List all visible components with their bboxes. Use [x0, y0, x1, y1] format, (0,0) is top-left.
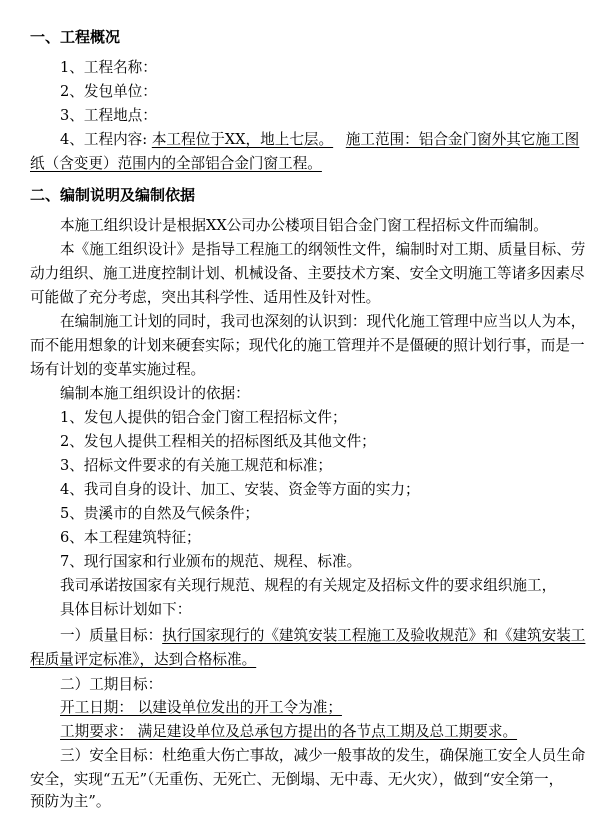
- project-content-label: 4、工程内容:: [60, 131, 148, 148]
- quality-target-label: 一）质量目标：: [60, 627, 163, 644]
- basis-list-item: 1、发包人提供的铝合金门窗工程招标文件；: [60, 409, 347, 426]
- safety-target-line2: 安全，实现“五无”（无重伤、无死亡、无倒塌、无中毒、无火灾），做到“安全第一，: [30, 771, 564, 788]
- paragraph-guide-line3: 可能做了充分考虑，突出其科学性、适用性及针对性。: [30, 289, 381, 306]
- safety-target-line1: 三）安全目标：杜绝重大伤亡事故，减少一般事故的发生，确保施工安全人员生命: [60, 747, 586, 764]
- start-date-line: [60, 697, 610, 719]
- paragraph-guide-line2: 动力组织、施工进度控制计划、机械设备、主要技术方案、安全文明施工等诸多因素尽: [30, 265, 585, 282]
- paragraph-management-line2: 而不能用想象的计划来硬套实际；现代化的施工管理并不是僵硬的照计划行事，而是一: [30, 337, 585, 354]
- commitment-line1: 我司承诺按国家有关现行规范、规程的有关规定及招标文件的要求组织施工，: [60, 577, 557, 594]
- basis-list-item: 4、我司自身的设计、加工、安装、资金等方面的实力；: [60, 481, 420, 498]
- quality-target-line2: [30, 649, 610, 671]
- section-heading-overview: 一、工程概况: [30, 28, 121, 46]
- basis-list-item: 6、本工程建筑特征；: [60, 529, 201, 546]
- construction-scope-text-2: 纸（含变更）范围内的全部铝合金门窗工程。: [30, 155, 322, 172]
- project-name-item: 1、工程名称：: [60, 59, 157, 76]
- safety-target-line3: 预防为主”。: [30, 793, 111, 810]
- contractor-item: 2、发包单位：: [60, 83, 157, 100]
- project-content-text: 本工程位于XX，地上七层。: [151, 131, 334, 148]
- quality-target-line1: [60, 625, 610, 647]
- construction-scope-text: 施工范围：铝合金门窗外其它施工图: [345, 131, 580, 148]
- basis-list-item: 2、发包人提供工程相关的招标图纸及其他文件；: [60, 433, 376, 450]
- quality-target-text-2: 程质量评定标准》，达到合格标准。: [30, 651, 257, 668]
- schedule-target-title: 二）工期目标：: [60, 676, 163, 693]
- paragraph-management-line1: 在编制施工计划的同时，我司也深刻的认识到：现代化施工管理中应当以人为本，: [60, 313, 586, 330]
- project-location-item: 3、工程地点：: [60, 107, 157, 124]
- paragraph-basis-1: 本施工组织设计是根据XX公司办公楼项目铝合金门窗工程招标文件而编制。: [60, 217, 548, 234]
- schedule-requirement-text: 工期要求： 满足建设单位及总承包方提出的各节点工期及总工期要求。: [60, 723, 518, 740]
- paragraph-management-line3: 场有计划的变革实施过程。: [30, 361, 206, 378]
- quality-target-text: 执行国家现行的《建筑安装工程施工及验收规范》和《建筑安装工: [162, 627, 586, 644]
- paragraph-guide-line1: 本《施工组织设计》是指导工程施工的纲领性文件，编制时对工期、质量目标、劳: [60, 241, 586, 258]
- start-date-text: 开工日期： 以建设单位发出的开工令为准；: [60, 699, 342, 716]
- basis-list-item: 7、现行国家和行业颁布的规范、规程、标准。: [60, 553, 362, 570]
- construction-scope-continued: [30, 153, 610, 175]
- basis-list-item: 3、招标文件要求的有关施工规范和标准；: [60, 457, 332, 474]
- project-content-item: [60, 129, 610, 151]
- section-heading-basis: 二、编制说明及编制依据: [30, 186, 196, 204]
- basis-intro: 编制本施工组织设计的依据：: [60, 385, 250, 402]
- schedule-requirement-line: [60, 721, 610, 743]
- commitment-line2: 具体目标计划如下：: [60, 601, 192, 618]
- basis-list-item: 5、贵溪市的自然及气候条件；: [60, 505, 260, 522]
